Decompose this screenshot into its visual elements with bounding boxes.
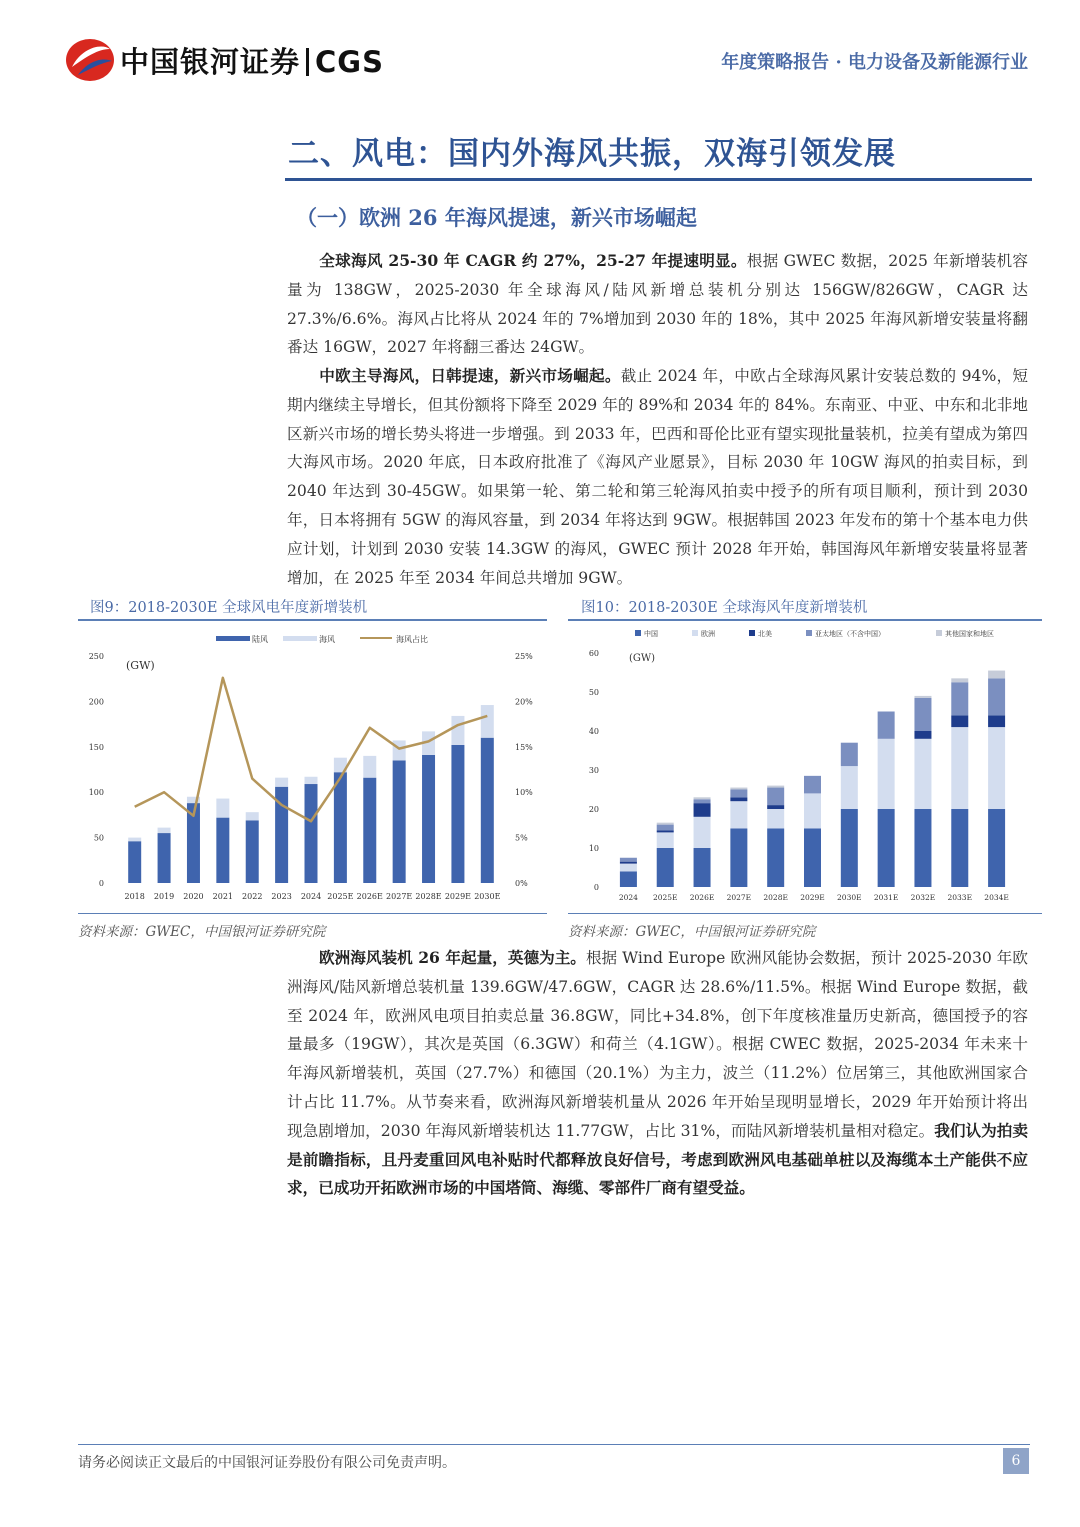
bar-segment-0 (878, 809, 895, 887)
bar-onshore (158, 833, 171, 883)
bar-offshore (481, 705, 494, 738)
paragraph-global-offshore: 全球海风 25-30 年 CAGR 约 27%，25-27 年提速明显。根据 GWEC 数据，2025 年新增装机容量为 138GW，2025-2030 年全球海风/陆风新增总装机分别达 156GW/826GW，CAGR 达 27.3%/6.6%。海风占比将从 2024 年的 7%增加到 2030 年的 18%，其中 2025 年海风新增安装量将翻番达 16GW，2027 年将翻三番达 24GW。 (287, 251, 1029, 357)
bar-offshore (393, 740, 406, 760)
x-tick-label: 2027E (386, 892, 413, 901)
bar-offshore (158, 828, 171, 833)
x-tick-label: 2021 (212, 892, 234, 901)
y2-tick-label: 5% (515, 833, 528, 843)
fig9-chart (78, 621, 547, 913)
bar-segment-4 (694, 797, 711, 799)
y2-tick-label: 15% (515, 742, 533, 752)
fig9-source: 资料来源：GWEC，中国银河证券研究院 (78, 924, 326, 940)
x-tick-label: 2028E (415, 892, 442, 901)
bar-segment-3 (951, 682, 968, 715)
bar-segment-3 (730, 790, 747, 798)
legend-label-1: 海风 (319, 635, 335, 644)
y-tick-label: 50 (93, 833, 104, 843)
bar-segment-0 (951, 809, 968, 887)
x-tick-label: 2024 (618, 893, 638, 902)
bar-segment-4 (730, 788, 747, 790)
bar-onshore (128, 841, 141, 883)
section-title: 二、风电：国内外海风共振，双海引领发展 (288, 136, 896, 172)
legend-swatch-0 (216, 636, 250, 641)
footer-disclaimer: 请务必阅读正文最后的中国银河证券股份有限公司免责声明。 (78, 1455, 456, 1471)
y2-tick-label: 20% (515, 697, 533, 707)
bar-segment-0 (730, 829, 747, 888)
legend-label-3: 亚太地区（不含中国） (815, 630, 885, 638)
x-tick-label: 2020 (183, 892, 204, 901)
x-tick-label: 2033E (947, 893, 973, 902)
legend-swatch-4 (936, 630, 942, 636)
bar-onshore (363, 778, 376, 883)
bar-segment-4 (988, 671, 1005, 679)
bar-segment-1 (878, 739, 895, 809)
paragraph-europe-offshore: 欧洲海风装机 26 年起量，英德为主。根据 Wind Europe 欧洲风能协会数据，预计 2025-2030 年欧洲海风/陆风新增总装机量 139.6GW/47.6GW，CAGR 达 28.6%/11.5%。根据 Wind Europe 数据，截至 2024 年，欧洲风电项目拍卖总量 36.8GW，同比+34.8%，创下年度核准量历史新高，德国授予的容量最多（19GW），其次是英国（6.3GW）和荷兰（4.1GW）。根据 CWEC 数据，2025-2034 年未来十年海风新增装机，英国（27.7%）和德国（20.1%）为主力，波兰（11.2%）位居第三，其他欧洲国家合计占比 11.7%。从节奏来看，欧洲海风新增装机量从 2026 年开始呈现明显增长，2029 年开始预计将出现急剧增加，2030 年海风新增装机达 11.77GW，占比 31%，而陆风新增装机量相对稳定。我们认为拍卖是前瞻指标，且丹麦重回风电补贴时代都释放良好信号，考虑到欧洲风电基础单桩以及海缆本土产能供不应求，已成功开拓欧洲市场的中国塔筒、海缆、零部件厂商有望受益。 (287, 948, 1029, 1198)
y-tick-label: 20 (588, 805, 599, 814)
x-tick-label: 2034E (984, 893, 1009, 902)
x-tick-label: 2026E (356, 892, 383, 901)
bar-segment-2 (657, 830, 674, 832)
legend-label-2: 北美 (758, 630, 772, 638)
bar-segment-0 (804, 829, 821, 888)
y-tick-label: 250 (88, 652, 104, 661)
y-tick-label: 0 (593, 883, 599, 892)
bar-segment-1 (767, 809, 784, 829)
bar-onshore (393, 760, 406, 883)
bar-segment-1 (657, 832, 674, 848)
bar-segment-1 (730, 801, 747, 828)
company-logo (64, 37, 116, 83)
report-type: 年度策略报告 · 电力设备及新能源行业 (721, 52, 1028, 73)
bar-segment-3 (767, 788, 784, 806)
x-tick-label: 2028E (763, 893, 788, 902)
bar-offshore (363, 756, 376, 778)
y-tick-label: 0 (98, 879, 104, 888)
bar-offshore (451, 716, 464, 745)
legend-swatch-1 (692, 630, 698, 636)
x-tick-label: 2023 (271, 892, 292, 901)
bar-segment-2 (914, 731, 931, 739)
bar-segment-3 (620, 858, 637, 862)
bar-segment-4 (657, 823, 674, 825)
y-tick-label: 50 (588, 688, 599, 697)
y2-tick-label: 10% (515, 788, 533, 798)
bar-segment-1 (951, 727, 968, 809)
fig10-chart (568, 621, 1042, 913)
bar-segment-4 (767, 786, 784, 788)
bar-segment-2 (988, 715, 1005, 727)
brand-name: 中国银河证券 CGS (120, 45, 384, 79)
bar-onshore (216, 818, 229, 883)
y-tick-label: 30 (588, 766, 599, 775)
footer-divider (78, 1444, 1030, 1445)
y2-tick-label: 0% (515, 879, 528, 888)
bar-onshore (246, 820, 259, 883)
y-tick-label: 150 (88, 742, 104, 752)
bar-segment-3 (988, 678, 1005, 715)
bar-segment-1 (694, 817, 711, 848)
bar-offshore (246, 812, 259, 820)
legend-label-4: 其他国家和地区 (945, 630, 994, 638)
bar-offshore (275, 778, 288, 787)
y-tick-label: 200 (88, 697, 104, 707)
bar-segment-0 (657, 848, 674, 887)
bar-segment-0 (988, 809, 1005, 887)
bar-offshore (128, 838, 141, 842)
x-tick-label: 2025E (652, 893, 678, 902)
y-tick-label: 10 (588, 844, 599, 853)
bar-segment-0 (841, 809, 858, 887)
x-tick-label: 2030E (837, 893, 862, 902)
legend-label-line: 海风占比 (396, 635, 428, 644)
bar-segment-2 (620, 862, 637, 864)
x-tick-label: 2031E (873, 893, 899, 902)
y-tick-label: 40 (588, 727, 599, 736)
bar-segment-2 (767, 805, 784, 809)
legend-swatch-2 (749, 630, 755, 636)
bar-onshore (481, 738, 494, 883)
fig10-source: 资料来源：GWEC，中国银河证券研究院 (568, 924, 816, 940)
y-tick-label: 100 (88, 788, 104, 798)
paragraph-china-europe: 中欧主导海风，日韩提速，新兴市场崛起。截止 2024 年，中欧占全球海风累计安装总数的 94%，短期内继续主导增长，但其份额将下降至 2029 年的 89%和 2034 年的 84%。东南亚、中亚、中东和北非地区新兴市场的增长势头将进一步增强。到 2033 年，巴西和哥伦比亚有望实现批量装机，拉美有望成为第四大海风市场。2020 年底，日本政府批准了《海风产业愿景》，目标 2030 年 10GW 海风的拍卖目标，到 2040 年达到 30-45GW。如果第一轮、第二轮和第三轮海风拍卖中授予的所有项目顺利，预计到 2030 年，日本将拥有 5GW 的海风容量，到 2034 年将达到 9GW。根据韩国 2023 年发布的第十个基本电力供应计划，计划到 2030 安装 14.3GW 的海风，GWEC 预计 2028 年开始，韩国海风年新增安装量将显著增加，在 2025 年至 2034 年间总共增加 9GW。 (287, 366, 1028, 587)
bar-segment-1 (804, 793, 821, 828)
bar-segment-1 (914, 739, 931, 809)
x-tick-label: 2025E (327, 892, 354, 901)
bar-segment-4 (914, 696, 931, 698)
x-tick-label: 2030E (474, 892, 501, 901)
legend-label-1: 欧洲 (701, 630, 715, 638)
x-tick-label: 2018 (124, 892, 145, 901)
bar-segment-3 (914, 698, 931, 731)
section-divider (285, 178, 1032, 181)
bar-segment-3 (804, 776, 821, 794)
bar-segment-0 (620, 871, 637, 887)
bar-onshore (334, 772, 347, 883)
y-tick-label: 60 (588, 649, 599, 658)
bar-segment-3 (878, 712, 895, 739)
bar-onshore (451, 745, 464, 883)
bar-segment-1 (841, 766, 858, 809)
legend-label-0: 陆风 (252, 635, 268, 644)
bar-segment-4 (951, 678, 968, 682)
bar-segment-0 (767, 829, 784, 888)
fig9-title: 图9：2018-2030E 全球风电年度新增装机 (90, 600, 368, 616)
bar-offshore (305, 777, 318, 784)
legend-swatch-0 (635, 630, 641, 636)
bar-segment-2 (730, 797, 747, 801)
legend-swatch-3 (806, 630, 812, 636)
x-tick-label: 2022 (242, 892, 263, 901)
x-tick-label: 2029E (800, 893, 825, 902)
x-tick-label: 2019 (153, 892, 175, 901)
fig10-title: 图10：2018-2030E 全球海风年度新增装机 (581, 600, 868, 616)
y2-tick-label: 25% (515, 652, 533, 661)
subsection-title: （一）欧洲 26 年海风提速，新兴市场崛起 (296, 205, 697, 230)
x-tick-label: 2027E (726, 893, 752, 902)
fig9-bottom-rule (78, 913, 547, 914)
bar-segment-0 (914, 809, 931, 887)
bar-segment-3 (841, 743, 858, 766)
legend-label-0: 中国 (644, 630, 658, 638)
bar-onshore (422, 755, 435, 883)
x-tick-label: 2024 (300, 892, 322, 901)
bar-segment-2 (694, 803, 711, 817)
x-tick-label: 2029E (444, 892, 472, 901)
legend-swatch-1 (283, 636, 317, 641)
bar-segment-1 (988, 727, 1005, 809)
x-tick-label: 2026E (689, 893, 715, 902)
bar-segment-2 (951, 715, 968, 727)
bar-onshore (305, 784, 318, 883)
bar-segment-3 (657, 825, 674, 831)
bar-segment-0 (694, 848, 711, 887)
y-unit-label: (GW) (126, 659, 155, 672)
bar-segment-1 (620, 864, 637, 872)
x-tick-label: 2032E (910, 893, 936, 902)
bar-offshore (216, 799, 229, 818)
page-number: 6 (1003, 1448, 1029, 1474)
y-unit-label: (GW) (629, 653, 656, 664)
bar-segment-3 (694, 799, 711, 803)
fig10-bottom-rule (568, 913, 1042, 914)
